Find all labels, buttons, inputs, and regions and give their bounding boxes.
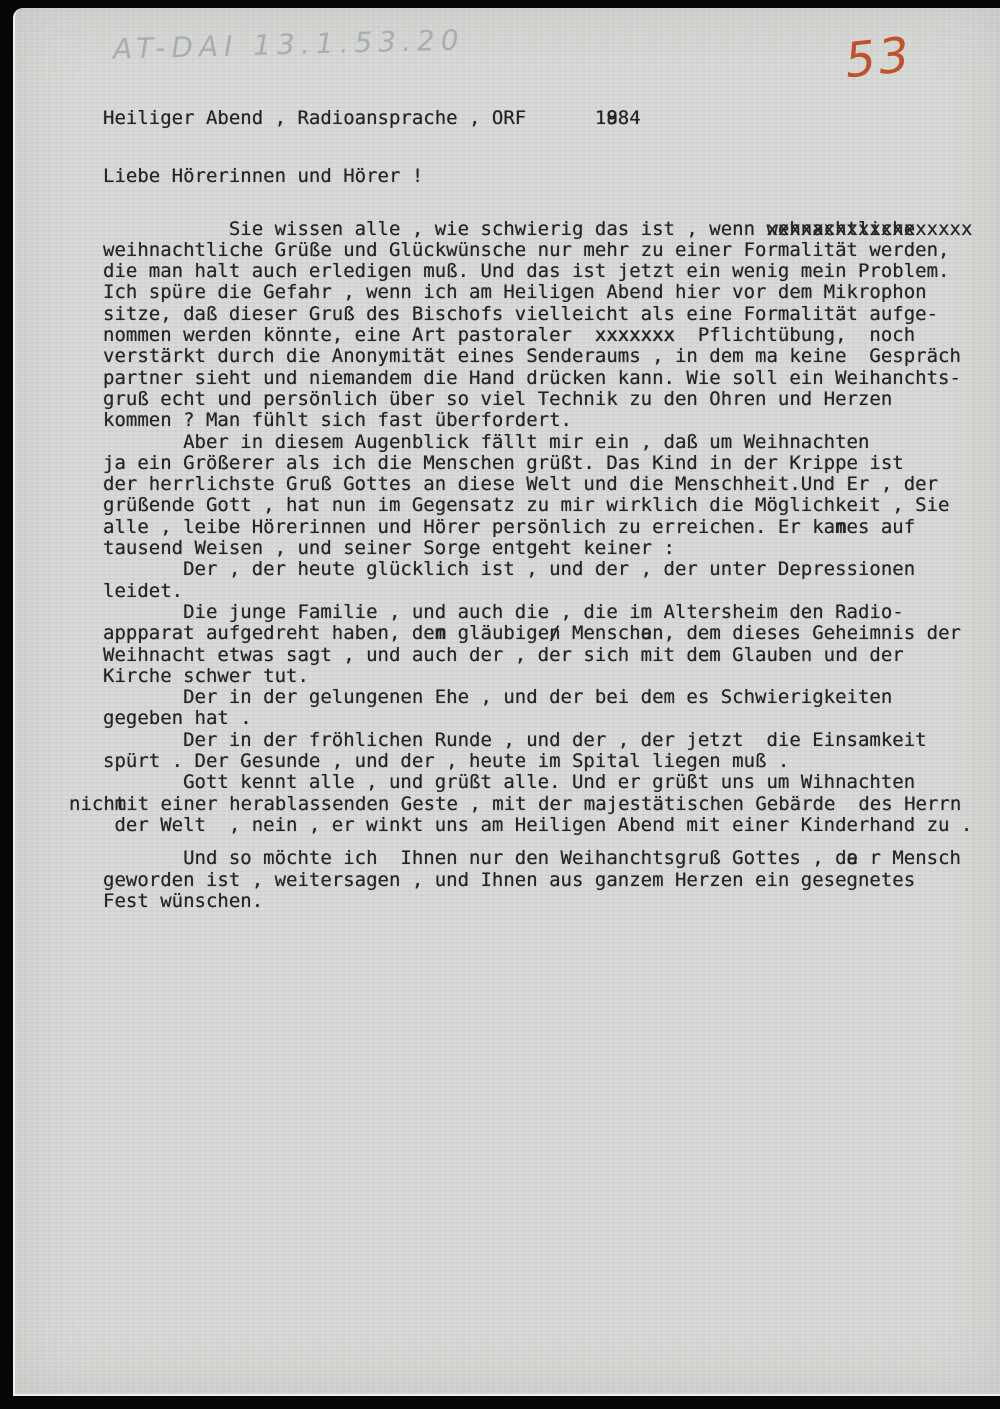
text-segment: Aber in diesem Augenblick fällt mir ein , daß um Weihnachten (103, 430, 870, 453)
text-segment: leidet. (103, 579, 184, 602)
text-segment: kommen ? Man fühlt sich fast überfordert. (103, 409, 572, 432)
text-line (103, 432, 1000, 453)
overstrike-segment: e a (847, 848, 858, 869)
text-line (103, 581, 1000, 602)
text-segment: Gott kennt alle , und grüßt alle. Und er grüßt uns um Wihnachten (103, 771, 916, 794)
paragraph (103, 219, 1000, 432)
overstrike-segment: e a (641, 623, 652, 644)
text-segment: Weihnacht etwas sagt , und auch der , der sich mit dem Glauben und der (103, 643, 904, 666)
text-segment: Mensch (560, 622, 641, 645)
paragraph (103, 432, 1000, 560)
text-segment: gegeben hat . (103, 707, 252, 730)
text-segment: der herrlichste Gruß Gottes an diese Welt und die Menschheit.Und Er , der (103, 473, 939, 496)
text-line (103, 325, 1000, 346)
text-segment: Fest wünschen. (103, 889, 264, 912)
text-line (103, 848, 1000, 869)
text-segment: 84 (617, 107, 641, 129)
salutation: Liebe Hörerinnen und Hörer ! (103, 165, 424, 188)
text-segment: xxxxx (915, 217, 973, 240)
text-line (103, 517, 1000, 538)
text-segment: Und so möchte ich Ihnen nur den Weihanchtsgruß Gottes , d (103, 847, 847, 870)
text-line (103, 772, 1000, 793)
text-segment: Heiliger Abend , Radioansprache , ORF 1 (103, 107, 607, 129)
text-segment: n, dem dieses Geheimnis der (652, 622, 961, 645)
text-line (103, 891, 1000, 912)
document-body (15, 219, 1000, 913)
text-line (103, 304, 1000, 325)
paragraph (103, 602, 1000, 687)
text-line (103, 410, 1000, 431)
text-line (103, 219, 1000, 240)
page-number-annotation: 53 (842, 26, 915, 90)
text-line (103, 261, 1000, 282)
text-line (103, 645, 1000, 666)
text-segment: Die junge Familie , und auch die , die im Altersheim den Radio- (103, 600, 904, 623)
overstrike-segment: n m (435, 623, 446, 644)
overstrike-segment: xxxxxxx xxxxxxx (595, 325, 675, 346)
text-segment: alle , leibe Hörerinnen und Hörer persönlich zu erreichen. Er ka (103, 515, 836, 538)
text-segment: nich (69, 792, 115, 815)
text-segment: r Mensch (858, 847, 961, 870)
paragraph (103, 730, 1000, 773)
overstrike-segment: wehnachtliche xxxxxxxxxxxxx (766, 219, 915, 240)
text-line (103, 751, 1000, 772)
overstrike-segment: n / (549, 623, 560, 644)
text-line (103, 687, 1000, 708)
text-segment: Ich spüre die Gefahr , wenn ich am Heiligen Abend hier vor dem Mikrophon (103, 281, 927, 304)
overstrike-segment: m n (835, 517, 846, 538)
text-segment: Pflichtübung, noch (674, 324, 916, 347)
text-line (103, 495, 1000, 516)
text-line (103, 708, 1000, 729)
text-line (103, 453, 1000, 474)
text-segment: Kirche schwer tut. (103, 664, 309, 687)
document-title (103, 108, 1000, 129)
text-line (103, 474, 1000, 495)
overstrike-segment: 9 8 (606, 108, 617, 129)
pencil-archive-annotation: AT-DAI 13.1.53.20 (112, 23, 465, 66)
text-line (69, 794, 1000, 815)
text-segment: tausend Weisen , und seiner Sorge entgeht keiner : (103, 537, 675, 560)
text-segment: sitze, daß dieser Gruß des Bischofs vielleicht als eine Formalität aufge- (103, 302, 939, 325)
text-segment: Sie wissen alle , wie schwierig das ist , wenn (103, 217, 767, 240)
text-segment: spürt . Der Gesunde , und der , heute im Spital liegen muß . (103, 750, 790, 773)
text-segment: gläubige (446, 622, 550, 645)
overstrike-segment: t m (115, 794, 126, 815)
text-line (103, 602, 1000, 623)
text-line (103, 389, 1000, 410)
paragraph (103, 687, 1000, 730)
text-segment: ja ein Größerer als ich die Menschen grüßt. Das Kind in der Krippe ist (103, 451, 904, 474)
text-segment: nommen werden könnte, eine Art pastoraler (103, 324, 595, 347)
text-segment: der Welt , nein , er winkt uns am Heiligen Abend mit einer Kinderhand zu . (103, 813, 973, 836)
text-segment: partner sieht und niemandem die Hand drücken kann. Wie soll ein Weihanchts- (103, 366, 961, 389)
text-line (103, 346, 1000, 367)
document-page (13, 8, 1000, 1396)
paragraph (103, 848, 1000, 912)
paragraph (69, 771, 1000, 836)
text-segment: Der , der heute glücklich ist , und der , der unter Depressionen (103, 558, 916, 581)
text-segment: es auf (846, 515, 916, 538)
text-line (103, 368, 1000, 389)
text-line (103, 559, 1000, 580)
text-line (103, 282, 1000, 303)
text-segment: Der in der fröhlichen Runde , und der , der jetzt die Einsamkeit (103, 728, 927, 751)
text-line (103, 623, 1000, 644)
text-segment: appparat aufgedreht haben, de (103, 622, 435, 645)
text-line (103, 240, 1000, 261)
text-segment: grüßende Gott , hat nun im Gegensatz zu mir wirklich die Möglichkeit , Sie (103, 494, 950, 517)
text-segment: gruß echt und persönlich über so viel Technik zu den Ohren und Herzen (103, 387, 893, 410)
text-line (103, 815, 1000, 836)
text-segment: Der in der gelungenen Ehe , und der bei dem es Schwierigkeiten (103, 686, 893, 709)
text-segment: geworden ist , weitersagen , und Ihnen aus ganzem Herzen ein gesegnetes (103, 868, 916, 891)
text-segment: it einer herablassenden Geste , mit der majestätischen Gebärde des Herrn (126, 792, 962, 815)
text-line (103, 666, 1000, 687)
text-line (103, 870, 1000, 891)
paragraph (103, 559, 1000, 602)
text-line (103, 538, 1000, 559)
text-segment: verstärkt durch die Anonymität eines Senderaums , in dem ma keine Gespräch (103, 345, 961, 368)
text-segment: weihnachtliche Grüße und Glückwünsche nur mehr zu einer Formalität werden, (103, 238, 950, 261)
text-segment: die man halt auch erledigen muß. Und das ist jetzt ein wenig mein Problem. (103, 260, 950, 283)
text-line (103, 730, 1000, 751)
